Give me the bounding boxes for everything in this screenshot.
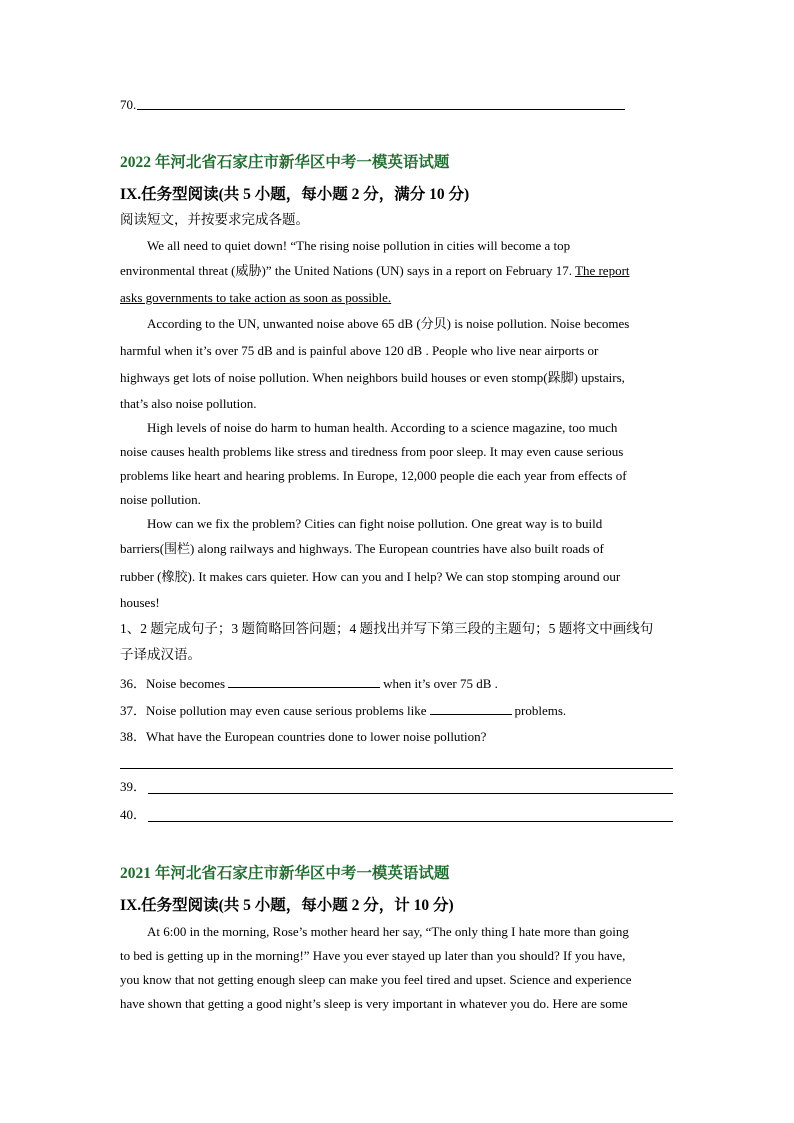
q70-number: 70. [120, 97, 137, 112]
question-39-number: 39． [120, 779, 147, 794]
section-2022-instruction: 阅读短文，并按要求完成各题。 [120, 212, 309, 227]
passage-line: you know that not getting enough sleep can make you feel tired and upset. Science and experience [120, 972, 632, 987]
passage-line: to bed is getting up in the morning!” Have you ever stayed up later than you should? If you have, [120, 948, 626, 963]
answer-line-40[interactable] [148, 821, 673, 822]
passage-line: harmful when it’s over 75 dB and is painful above 120 dB . People who live near airports or [120, 343, 599, 358]
section-2022-part-heading: IX.任务型阅读(共 5 小题，每小题 2 分，满分 10 分) [120, 186, 470, 203]
answer-line-39[interactable] [148, 793, 673, 794]
passage-line: have shown that getting a good night’s sleep is very important in whatever you do. Here are some [120, 996, 628, 1011]
question-36-text-end: when it’s over 75 dB . [383, 676, 498, 691]
passage-line: According to the UN, unwanted noise above 65 dB (分贝) is noise pollution. Noise becomes [147, 316, 630, 331]
passage-line: houses! [120, 595, 160, 610]
question-37-text-end: problems. [514, 703, 567, 718]
task-instruction: 1、2 题完成句子；3 题简略回答问题；4 题找出并写下第三段的主题句；5 题将文中画线句 [120, 621, 654, 636]
passage-line: rubber (橡胶). It makes cars quieter. How can you and I help? We can stop stomping around our [120, 569, 621, 584]
passage-text: environmental threat (威胁)” the United Nations (UN) says in a report on February 17. [120, 263, 572, 278]
answer-line-38[interactable] [120, 768, 673, 769]
passage-line: highways get lots of noise pollution. When neighbors build houses or even stomp(跺脚) upstairs, [120, 370, 625, 385]
question-37-text: 37．Noise pollution may even cause serious problems like [120, 703, 427, 718]
q70-row [120, 97, 136, 113]
answer-blank-36[interactable] [228, 675, 380, 688]
passage-line: High levels of noise do harm to human health. According to a science magazine, too much [147, 420, 618, 435]
question-40-number: 40． [120, 807, 147, 822]
passage-line [120, 263, 630, 279]
passage-line: problems like heart and hearing problems. In Europe, 12,000 people die each year from effects of [120, 468, 627, 483]
question-36-text: 36．Noise becomes [120, 676, 226, 691]
q70-answer-line [137, 109, 625, 110]
passage-line: noise causes health problems like stress and tiredness from poor sleep. It may even cause serious [120, 444, 624, 459]
answer-blank-37[interactable] [430, 702, 512, 715]
section-2022-title: 2022 年河北省石家庄市新华区中考一模英语试题 [120, 154, 450, 171]
passage-line: that’s also noise pollution. [120, 396, 257, 411]
section-2021-title: 2021 年河北省石家庄市新华区中考一模英语试题 [120, 865, 450, 882]
question-37 [120, 702, 566, 719]
passage-line: We all need to quiet down! “The rising noise pollution in cities will become a top [147, 238, 571, 253]
passage-line: noise pollution. [120, 492, 201, 507]
question-36 [120, 675, 498, 692]
passage-line: How can we fix the problem? Cities can fight noise pollution. One great way is to build [147, 516, 603, 531]
task-instruction: 子译成汉语。 [120, 647, 201, 662]
underlined-sentence-cont: asks governments to take action as soon as possible. [120, 290, 392, 305]
passage-line: barriers(围栏) along railways and highways. The European countries have also built roads of [120, 541, 604, 556]
passage-line: At 6:00 in the morning, Rose’s mother heard her say, “The only thing I hate more than going [147, 924, 629, 939]
section-2021-part-heading: IX.任务型阅读(共 5 小题，每小题 2 分，计 10 分) [120, 897, 454, 914]
underlined-sentence: The report [575, 263, 630, 278]
question-38: 38．What have the European countries done to lower noise pollution? [120, 729, 487, 744]
